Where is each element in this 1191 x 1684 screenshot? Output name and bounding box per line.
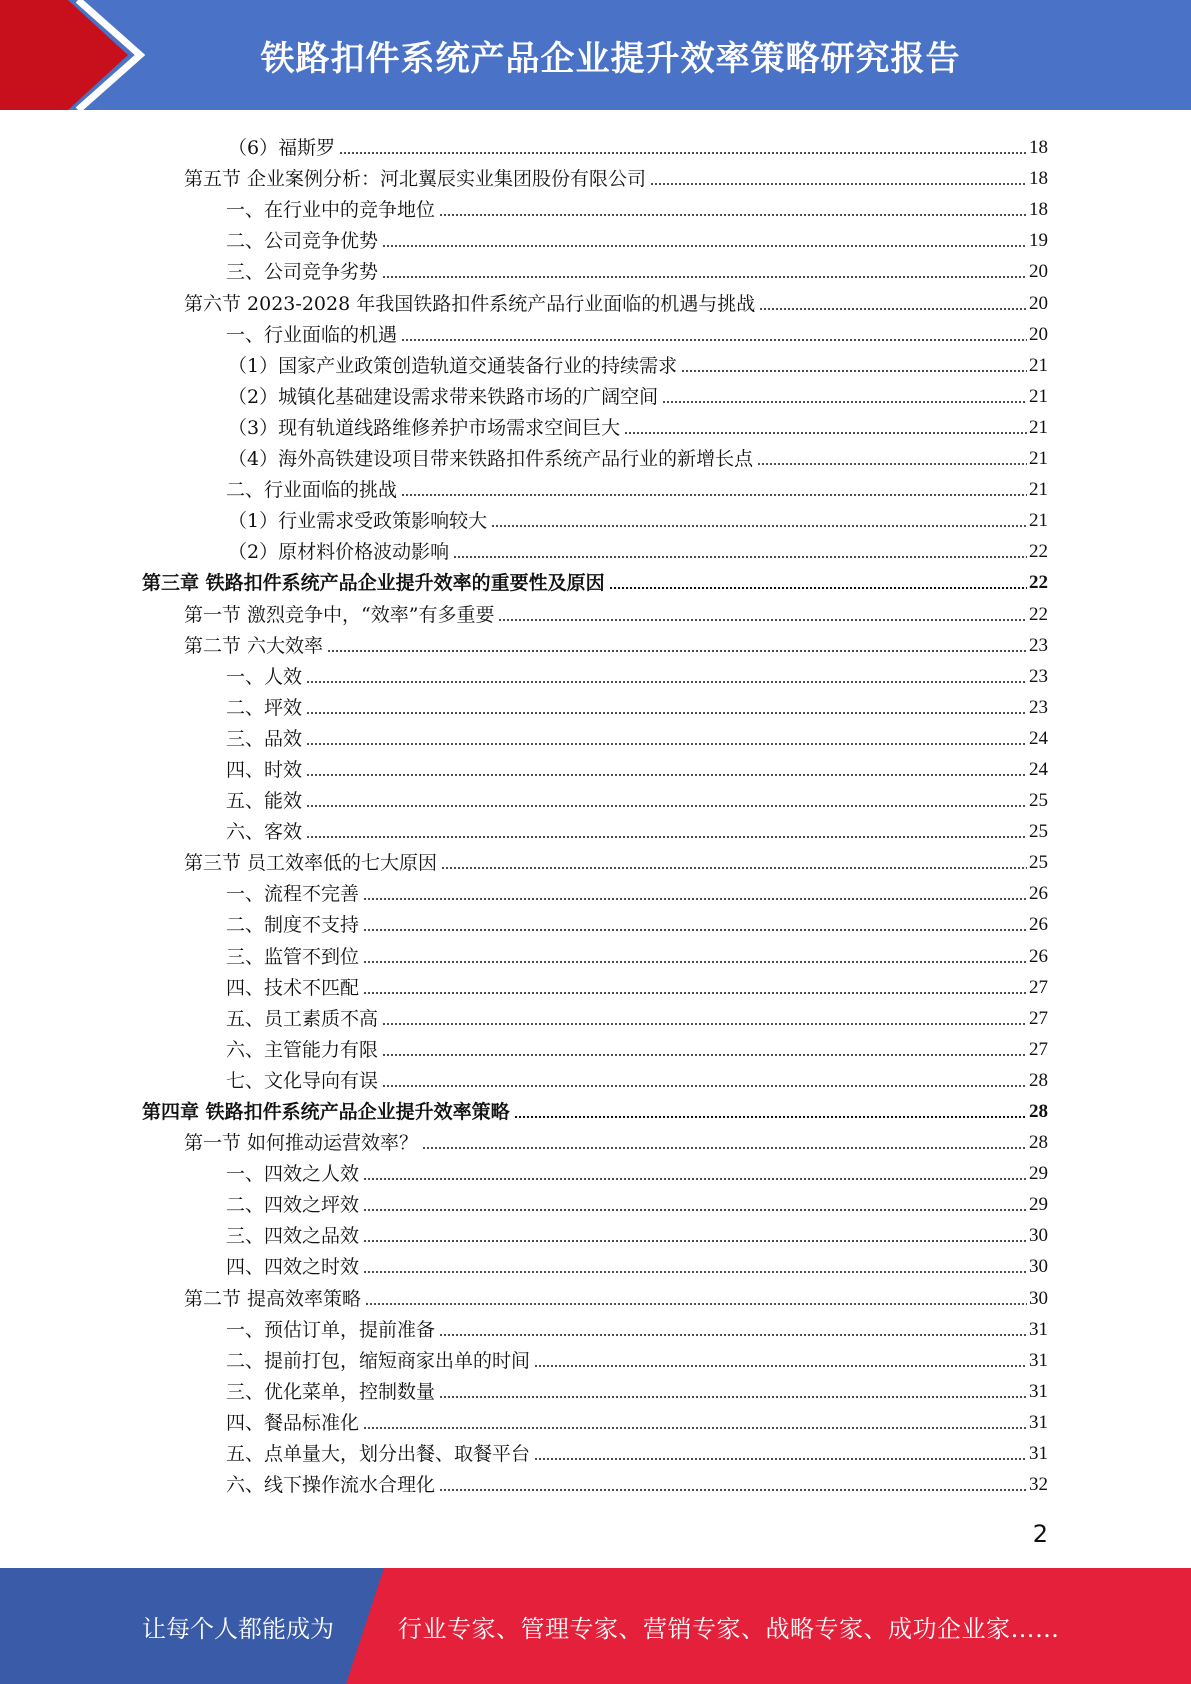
toc-entry[interactable] <box>142 439 1048 470</box>
toc-entry-page: 27 <box>1029 1038 1048 1060</box>
toc-dot-leader <box>382 1085 1027 1087</box>
toc-entry-title: 五、能效 <box>226 790 303 813</box>
toc-entry[interactable] <box>142 501 1048 532</box>
toc-dot-leader <box>327 650 1027 652</box>
toc-entry-title: 二、行业面临的挑战 <box>226 479 398 502</box>
toc-entry[interactable] <box>142 1061 1048 1092</box>
toc-entry-title: 三、监管不到位 <box>226 945 360 968</box>
toc-entry[interactable] <box>142 1154 1048 1185</box>
toc-entry[interactable] <box>142 626 1048 657</box>
toc-dot-leader <box>382 1023 1027 1025</box>
toc-dot-leader <box>624 432 1027 434</box>
toc-dot-leader <box>363 992 1027 994</box>
toc-entry-page: 18 <box>1029 199 1048 221</box>
toc-dot-leader <box>382 276 1027 278</box>
toc-entry[interactable] <box>142 190 1048 221</box>
toc-dot-leader <box>662 401 1027 403</box>
toc-dot-leader <box>363 1209 1027 1211</box>
toc-dot-leader <box>306 774 1027 776</box>
toc-entry-page: 31 <box>1029 1380 1048 1402</box>
toc-entry-page: 31 <box>1029 1411 1048 1433</box>
toc-entry[interactable] <box>142 843 1048 874</box>
toc-entry-title: 二、制度不支持 <box>226 914 360 937</box>
toc-entry-title: 二、提前打包，缩短商家出单的时间 <box>226 1349 531 1372</box>
toc-entry-title: 六、主管能力有限 <box>226 1038 379 1061</box>
toc-entry-page: 28 <box>1029 1132 1048 1154</box>
toc-dot-leader <box>514 1116 1027 1118</box>
toc-entry-title: 三、品效 <box>226 727 303 750</box>
toc-dot-leader <box>382 245 1027 247</box>
toc-entry-title: 四、时效 <box>226 758 303 781</box>
toc-entry-title: 第三节 员工效率低的七大原因 <box>184 852 438 875</box>
toc-dot-leader <box>363 1271 1027 1273</box>
toc-entry-title: 一、行业面临的机遇 <box>226 323 398 346</box>
toc-dot-leader <box>363 1427 1027 1429</box>
toc-entry-page: 18 <box>1029 137 1048 159</box>
toc-dot-leader <box>439 1334 1027 1336</box>
toc-entry[interactable] <box>142 688 1048 719</box>
toc-entry[interactable] <box>142 470 1048 501</box>
toc-entry-title: （2）原材料价格波动影响 <box>228 541 450 564</box>
toc-entry-page: 29 <box>1029 1163 1048 1185</box>
toc-entry[interactable] <box>142 1216 1048 1247</box>
toc-dot-leader <box>401 494 1027 496</box>
toc-entry[interactable] <box>142 905 1048 936</box>
toc-dot-leader <box>306 712 1027 714</box>
toc-entry-page: 23 <box>1029 696 1048 718</box>
toc-entry-title: 四、餐品标准化 <box>226 1411 360 1434</box>
toc-entry-page: 24 <box>1029 758 1048 780</box>
toc-entry-page: 31 <box>1029 1349 1048 1371</box>
toc-entry-page: 18 <box>1029 168 1048 190</box>
toc-entry-page: 30 <box>1029 1256 1048 1278</box>
toc-entry-page: 25 <box>1029 790 1048 812</box>
toc-dot-leader <box>681 370 1027 372</box>
header-banner <box>0 0 1191 110</box>
toc-entry-title: 三、四效之品效 <box>226 1225 360 1248</box>
page-number: 2 <box>1032 1520 1048 1548</box>
toc-entry[interactable] <box>142 128 1048 159</box>
toc-entry-page: 21 <box>1029 354 1048 376</box>
toc-entry[interactable] <box>142 159 1048 190</box>
toc-dot-leader <box>306 805 1027 807</box>
toc-entry[interactable] <box>142 1403 1048 1434</box>
toc-entry-title: 一、四效之人效 <box>226 1163 360 1186</box>
toc-entry-title: 第一节 如何推动运营效率？ <box>184 1132 419 1155</box>
toc-entry[interactable] <box>142 1278 1048 1309</box>
toc-entry-page: 31 <box>1029 1318 1048 1340</box>
toc-dot-leader <box>650 183 1027 185</box>
toc-dot-leader <box>363 1178 1027 1180</box>
toc-dot-leader <box>363 961 1027 963</box>
toc-entry-title: 四、技术不匹配 <box>226 976 360 999</box>
toc-entry[interactable] <box>142 563 1048 594</box>
toc-entry[interactable] <box>142 1434 1048 1465</box>
toc-entry-page: 26 <box>1029 914 1048 936</box>
toc-entry-title: 三、优化菜单，控制数量 <box>226 1380 436 1403</box>
toc-dot-leader <box>363 898 1027 900</box>
toc-entry-page: 20 <box>1029 323 1048 345</box>
toc-entry[interactable] <box>142 1310 1048 1341</box>
toc-dot-leader <box>534 1458 1027 1460</box>
toc-entry-page: 32 <box>1029 1474 1048 1496</box>
toc-entry-title: 第三章 铁路扣件系统产品企业提升效率的重要性及原因 <box>142 572 605 595</box>
toc-entry[interactable] <box>142 532 1048 563</box>
toc-entry-page: 28 <box>1029 1101 1048 1122</box>
toc-entry[interactable] <box>142 1030 1048 1061</box>
toc-entry[interactable] <box>142 1123 1048 1154</box>
toc-entry-page: 24 <box>1029 727 1048 749</box>
toc-entry-title: 第六节 2023-2028 年我国铁路扣件系统产品行业面临的机遇与挑战 <box>184 292 756 315</box>
toc-dot-leader <box>534 1365 1027 1367</box>
toc-entry-title: 五、点单量大，划分出餐、取餐平台 <box>226 1443 531 1466</box>
toc-entry[interactable] <box>142 315 1048 346</box>
toc-entry-page: 28 <box>1029 1069 1048 1091</box>
table-of-contents <box>142 128 1048 1496</box>
toc-dot-leader <box>339 152 1027 154</box>
toc-entry[interactable] <box>142 750 1048 781</box>
toc-dot-leader <box>306 681 1027 683</box>
toc-entry[interactable] <box>142 1465 1048 1496</box>
toc-entry[interactable] <box>142 594 1048 625</box>
toc-entry-title: 五、员工素质不高 <box>226 1007 379 1030</box>
toc-entry-title: 六、客效 <box>226 821 303 844</box>
toc-entry-title: 一、预估订单，提前准备 <box>226 1318 436 1341</box>
toc-entry-page: 21 <box>1029 479 1048 501</box>
toc-dot-leader <box>759 308 1027 310</box>
toc-entry-page: 21 <box>1029 385 1048 407</box>
toc-entry[interactable] <box>142 221 1048 252</box>
toc-dot-leader <box>757 463 1027 465</box>
toc-entry-title: 四、四效之时效 <box>226 1256 360 1279</box>
toc-entry-title: 七、文化导向有误 <box>226 1069 379 1092</box>
toc-entry-title: （1）行业需求受政策影响较大 <box>228 510 488 533</box>
toc-entry[interactable] <box>142 408 1048 439</box>
toc-dot-leader <box>363 1240 1027 1242</box>
toc-entry[interactable] <box>142 781 1048 812</box>
toc-entry-page: 21 <box>1029 510 1048 532</box>
toc-dot-leader <box>439 214 1027 216</box>
toc-entry-page: 20 <box>1029 261 1048 283</box>
toc-dot-leader <box>439 1396 1027 1398</box>
toc-entry-page: 25 <box>1029 821 1048 843</box>
toc-dot-leader <box>306 743 1027 745</box>
toc-entry[interactable] <box>142 874 1048 905</box>
toc-entry-page: 30 <box>1029 1225 1048 1247</box>
toc-entry-title: （6）福斯罗 <box>228 137 336 160</box>
toc-entry[interactable] <box>142 1372 1048 1403</box>
footer-banner <box>0 1568 1191 1684</box>
toc-dot-leader <box>439 1489 1027 1491</box>
toc-entry-page: 21 <box>1029 416 1048 438</box>
toc-entry[interactable] <box>142 1247 1048 1278</box>
toc-entry[interactable] <box>142 968 1048 999</box>
toc-entry[interactable] <box>142 719 1048 750</box>
toc-entry-page: 26 <box>1029 945 1048 967</box>
toc-entry[interactable] <box>142 999 1048 1030</box>
toc-entry-page: 26 <box>1029 883 1048 905</box>
toc-entry-page: 29 <box>1029 1194 1048 1216</box>
toc-entry[interactable] <box>142 657 1048 688</box>
toc-dot-leader <box>498 619 1027 621</box>
toc-entry-title: （3）现有轨道线路维修养护市场需求空间巨大 <box>228 416 621 439</box>
toc-dot-leader <box>365 1303 1027 1305</box>
toc-entry-page: 22 <box>1029 541 1048 563</box>
document-title: 铁路扣件系统产品企业提升效率策略研究报告 <box>260 38 961 79</box>
toc-entry[interactable] <box>142 1341 1048 1372</box>
toc-entry-title: 第二节 六大效率 <box>184 634 324 657</box>
footer-slogan-right: 行业专家、管理专家、营销专家、战略专家、成功企业家…… <box>398 1614 1060 1643</box>
toc-entry-title: 一、在行业中的竞争地位 <box>226 199 436 222</box>
toc-entry[interactable] <box>142 936 1048 967</box>
toc-entry-title: 一、人效 <box>226 665 303 688</box>
toc-entry-page: 22 <box>1029 572 1048 594</box>
toc-dot-leader <box>306 836 1027 838</box>
toc-entry-page: 20 <box>1029 292 1048 314</box>
toc-entry-title: 第四章 铁路扣件系统产品企业提升效率策略 <box>142 1101 510 1123</box>
toc-dot-leader <box>382 1054 1027 1056</box>
toc-entry-title: 三、公司竞争劣势 <box>226 261 379 284</box>
toc-entry[interactable] <box>142 812 1048 843</box>
toc-entry-page: 19 <box>1029 230 1048 252</box>
header-arrow-decoration <box>0 0 150 110</box>
footer-slogan-left: 让每个人都能成为 <box>142 1614 334 1643</box>
toc-entry[interactable] <box>142 283 1048 314</box>
toc-entry-title: 二、公司竞争优势 <box>226 230 379 253</box>
toc-entry-page: 31 <box>1029 1443 1048 1465</box>
toc-entry-title: （2）城镇化基础建设需求带来铁路市场的广阔空间 <box>228 385 659 408</box>
toc-entry-page: 30 <box>1029 1287 1048 1309</box>
toc-entry-title: 六、线下操作流水合理化 <box>226 1474 436 1497</box>
toc-entry[interactable] <box>142 252 1048 283</box>
toc-dot-leader <box>422 1147 1027 1149</box>
toc-dot-leader <box>609 587 1027 589</box>
toc-entry-page: 27 <box>1029 976 1048 998</box>
toc-dot-leader <box>363 929 1027 931</box>
toc-dot-leader <box>401 339 1027 341</box>
toc-entry-title: 第一节 激烈竞争中，“效率”有多重要 <box>184 603 495 626</box>
toc-entry[interactable] <box>142 1092 1048 1123</box>
toc-entry-page: 22 <box>1029 603 1048 625</box>
toc-entry-page: 27 <box>1029 1007 1048 1029</box>
toc-entry-page: 21 <box>1029 448 1048 470</box>
toc-entry-title: （1）国家产业政策创造轨道交通装备行业的持续需求 <box>228 354 678 377</box>
toc-dot-leader <box>491 525 1027 527</box>
toc-entry-title: 一、流程不完善 <box>226 883 360 906</box>
toc-entry-page: 23 <box>1029 634 1048 656</box>
toc-dot-leader <box>453 556 1027 558</box>
toc-entry-title: 二、坪效 <box>226 696 303 719</box>
toc-entry-title: 第二节 提高效率策略 <box>184 1287 362 1310</box>
toc-entry-page: 23 <box>1029 665 1048 687</box>
toc-entry[interactable] <box>142 377 1048 408</box>
toc-entry-title: 二、四效之坪效 <box>226 1194 360 1217</box>
toc-dot-leader <box>441 867 1027 869</box>
toc-entry-title: 第五节 企业案例分析：河北翼辰实业集团股份有限公司 <box>184 168 647 191</box>
toc-entry-title: （4）海外高铁建设项目带来铁路扣件系统产品行业的新增长点 <box>228 448 754 471</box>
toc-entry-page: 25 <box>1029 852 1048 874</box>
toc-entry[interactable] <box>142 1185 1048 1216</box>
toc-entry[interactable] <box>142 346 1048 377</box>
